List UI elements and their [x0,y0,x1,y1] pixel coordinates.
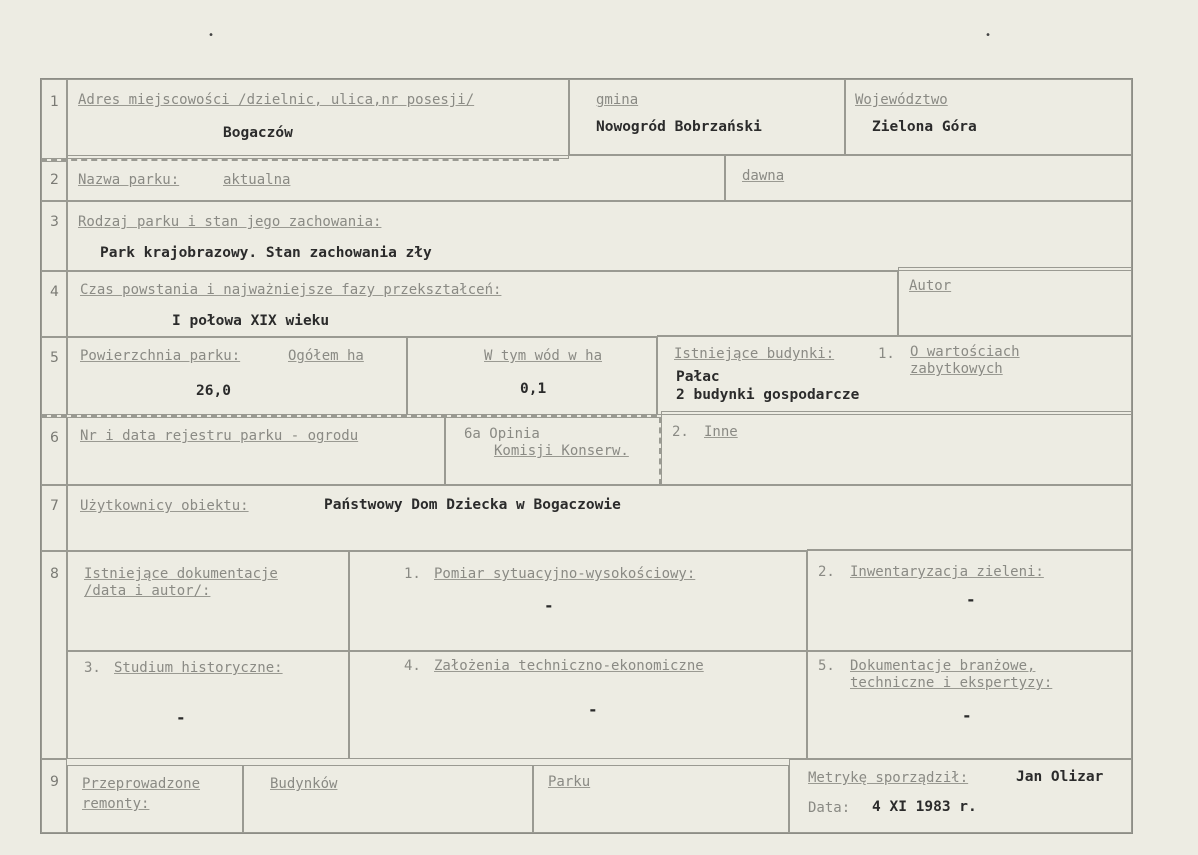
water-area-label: W tym wód w ha [484,348,603,364]
metric-date-value: 4 XI 1983 r. [872,799,977,815]
conservator-opinion-cell [445,417,661,485]
tech-economic-value: - [588,700,598,719]
row-number-cell [41,417,67,485]
row-number-cell [41,79,67,159]
park-name-current-cell [67,155,725,201]
historical-study-cell [67,651,349,759]
repairs-cell [67,765,243,833]
branch-docs-number: 5. [818,658,835,674]
voivodeship-value: Zielona Góra [872,119,977,135]
metric-date-label: Data: [808,800,851,816]
gmina-label: gmina [596,92,639,108]
buildings-sub-line2: zabytkowych [910,361,1003,377]
print-speck: • [985,30,992,41]
gmina-cell [569,79,845,155]
author-label: Autor [909,278,952,294]
park-type-label: Rodzaj parku i stan jego zachowania: [78,214,382,230]
greenery-number: 2. [818,564,835,580]
repairs-label-line1: Przeprowadzone [82,776,201,792]
metric-author-cell [789,759,1132,833]
address-value: Bogaczów [223,125,293,141]
row-number-cell [41,337,67,415]
buildings-sub-number: 1. [878,346,895,362]
row-number: 4 [50,284,59,300]
creation-time-value: I połowa XIX wieku [172,313,330,329]
existing-docs-cell [67,551,349,651]
register-label: Nr i data rejestru parku - ogrodu [80,428,359,444]
greenery-label: Inwentaryzacja zieleni: [850,564,1044,580]
metric-author-value: Jan Olizar [1016,769,1104,785]
park-name-former-label: dawna [742,168,785,184]
metric-author-label: Metrykę sporządził: [808,770,969,786]
docs-label-line2: /data i autor/: [84,583,211,599]
buildings-label: Istniejące budynki: [674,346,835,362]
area-total-label: Ogółem ha [288,348,364,364]
historical-label: Studium historyczne: [114,660,283,676]
author-cell [898,267,1132,337]
park-name-former-cell [725,155,1132,201]
survey-cell [349,551,807,651]
row-number: 5 [50,350,59,366]
address-label: Adres miejscowości /dzielnic, ulica,nr posesji/ [78,92,475,108]
buildings-value-farm: 2 budynki gospodarcze [676,387,860,403]
users-value: Państwowy Dom Dziecka w Bogaczowie [324,497,621,513]
users-cell [67,485,1132,551]
tech-economic-number: 4. [404,658,421,674]
creation-time-label: Czas powstania i najważniejsze fazy przekształceń: [80,282,502,298]
repairs-buildings-label: Budynków [270,776,338,792]
row-number: 6 [50,430,59,446]
branch-docs-line1: Dokumentacje branżowe, [850,658,1036,674]
historical-number: 3. [84,660,101,676]
tech-economic-cell [349,651,807,759]
other-number: 2. [672,424,689,440]
print-speck: • [208,30,215,41]
row-number-cell [41,161,67,201]
row-number: 8 [50,566,59,582]
docs-label-line1: Istniejące dokumentacje [84,566,278,582]
row-number: 3 [50,214,59,230]
voivodeship-label: Województwo [855,92,948,108]
area-cell [67,337,407,415]
opinion-line1: 6a Opinia [464,426,540,442]
row-number-cell [41,551,67,759]
branch-docs-value: - [962,706,972,725]
row-number-cell [41,201,67,271]
address-cell [67,79,569,159]
survey-value: - [544,596,554,615]
water-area-value: 0,1 [520,381,547,397]
greenery-inventory-cell [807,549,1132,651]
area-value: 26,0 [196,383,231,399]
greenery-value: - [966,590,976,609]
repairs-park-cell [533,765,789,833]
park-name-current-label: aktualna [223,172,291,188]
other-label: Inne [704,424,738,440]
row-number: 2 [50,172,59,188]
row-number: 1 [50,94,59,110]
park-record-form [40,78,1133,834]
row-number-cell [41,759,67,833]
register-cell [67,417,445,485]
park-type-cell [67,201,1132,271]
row-number: 7 [50,498,59,514]
branch-docs-line2: techniczne i ekspertyzy: [850,675,1053,691]
area-label: Powierzchnia parku: [80,348,241,364]
existing-buildings-cell [657,335,1132,415]
repairs-park-label: Parku [548,774,591,790]
buildings-sub-line1: O wartościach [910,344,1020,360]
gmina-value: Nowogród Bobrzański [596,119,762,135]
survey-label: Pomiar sytuacyjno-wysokościowy: [434,566,696,582]
voivodeship-cell [845,79,1132,155]
other-buildings-cell [661,411,1132,485]
creation-time-cell [67,271,898,337]
buildings-value-palace: Pałac [676,369,720,385]
park-type-value: Park krajobrazowy. Stan zachowania zły [100,245,432,261]
row-number-cell [41,485,67,551]
historical-value: - [176,708,186,727]
water-area-cell [407,337,657,415]
row-number-cell [41,271,67,337]
opinion-line2: Komisji Konserw. [494,443,629,459]
survey-number: 1. [404,566,421,582]
row-number: 9 [50,774,59,790]
repairs-label-line2: remonty: [82,796,150,812]
repairs-buildings-cell [243,765,533,833]
users-label: Użytkownicy obiektu: [80,498,249,514]
park-name-label: Nazwa parku: [78,172,180,188]
branch-docs-cell [807,651,1132,759]
tech-economic-label: Założenia techniczno-ekonomiczne [434,658,704,674]
